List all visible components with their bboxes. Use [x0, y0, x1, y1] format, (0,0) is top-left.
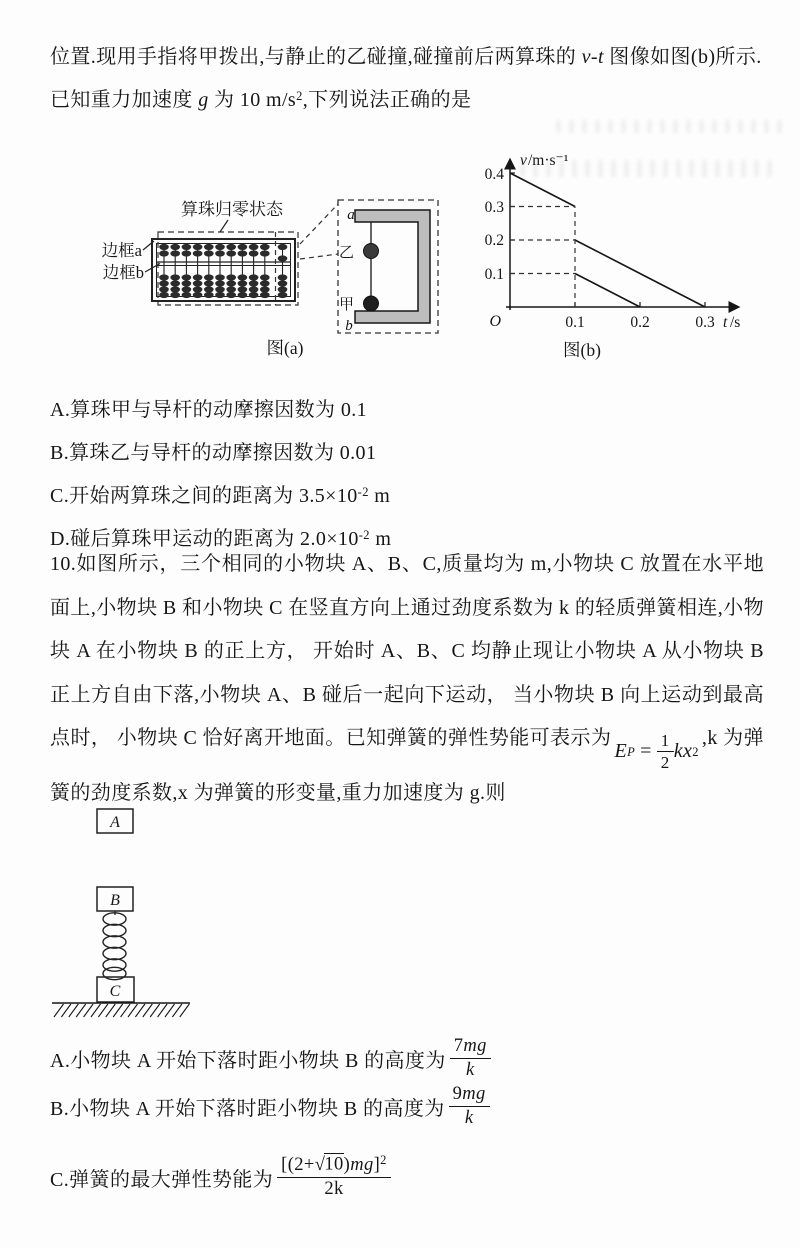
series-yi-after-collision: [575, 240, 705, 307]
series-jia-before-collision: [510, 173, 575, 207]
option-fraction: [450, 1036, 491, 1080]
zero-state-label: 算珠归零状态: [181, 200, 283, 219]
hatch-stroke: [172, 1004, 182, 1017]
spring-coil: [103, 913, 126, 980]
abacus-upper-bead: [278, 244, 288, 250]
abacus-upper-bead: [278, 255, 288, 261]
abacus-rods-and-beads: [159, 244, 287, 299]
hatch-stroke: [98, 1004, 108, 1017]
option-text: C.开始两算珠之间的距离为 3.5×10: [50, 485, 358, 507]
radicand: 10: [324, 1154, 344, 1175]
spring-loop: [103, 936, 126, 948]
option-text: A.小物块 A 开始下落时距小物块 B 的高度为: [50, 1049, 446, 1072]
option-10c: [50, 1146, 391, 1208]
block-c-label: C: [109, 983, 121, 1000]
intro-line1-post: 图像如图(b)所示.: [603, 46, 762, 68]
num-var: mg: [462, 1083, 486, 1104]
formula-equals: =: [640, 740, 652, 762]
fraction-denominator: 2: [660, 753, 670, 772]
abacus-upper-bead: [159, 244, 169, 250]
abacus-upper-bead: [238, 244, 248, 250]
abacus-lower-bead: [215, 292, 225, 298]
abacus-upper-bead: [193, 250, 203, 256]
abacus-lower-bead: [215, 280, 225, 286]
y-tick-label: 0.1: [484, 266, 504, 283]
question-9-intro: [50, 36, 766, 122]
abacus-lower-bead: [159, 274, 169, 280]
abacus-lower-bead: [238, 280, 248, 286]
hatch-stroke: [165, 1004, 175, 1017]
option-9a: [50, 389, 391, 432]
option-10a: [50, 1032, 491, 1084]
num-bracket: ]: [373, 1154, 381, 1175]
g-symbol: g: [198, 89, 209, 111]
abacus-lower-bead: [182, 280, 192, 286]
abacus-lower-bead: [278, 286, 288, 292]
formula-E: E: [614, 740, 628, 762]
abacus-upper-bead: [249, 250, 259, 256]
intro-line-2: [50, 79, 766, 122]
abacus-upper-bead: [159, 250, 169, 256]
radical-sign: √: [314, 1154, 326, 1175]
abacus-lower-bead: [159, 286, 169, 292]
fraction-numerator: [450, 1036, 491, 1059]
fraction-numerator: [277, 1152, 391, 1178]
plot-lines: [510, 173, 705, 307]
num-open: [(2+: [281, 1154, 315, 1175]
abacus-lower-bead: [215, 286, 225, 292]
abacus-upper-bead: [260, 244, 270, 250]
option-9c: [50, 475, 391, 518]
option-text: B.算珠乙与导杆的动摩擦因数为 0.01: [50, 442, 377, 464]
question-9-options: [50, 389, 391, 561]
abacus-lower-bead: [215, 274, 225, 280]
abacus-lower-bead: [182, 286, 192, 292]
hatch-stroke: [106, 1004, 116, 1017]
hatch-stroke: [121, 1004, 131, 1017]
abacus-upper-bead: [238, 250, 248, 256]
abacus-lower-bead: [193, 274, 203, 280]
abacus-lower-bead: [260, 292, 270, 298]
y-tick-label: 0.2: [484, 232, 504, 249]
hatch-stroke: [150, 1004, 160, 1017]
abacus-lower-bead: [226, 286, 236, 292]
x-axis-label-var: t: [723, 314, 728, 331]
intro-line1-pre: 位置.现用手指将甲拨出,与静止的乙碰撞,碰撞前后两算珠的: [50, 46, 582, 68]
hatch-stroke: [84, 1004, 94, 1017]
abacus-lower-bead: [159, 280, 169, 286]
spring-loop: [103, 947, 126, 959]
abacus-lower-bead: [226, 292, 236, 298]
option-text: B.小物块 A 开始下落时距小物块 B 的高度为: [50, 1097, 445, 1120]
spring-loop: [103, 924, 126, 936]
num-coef: 7: [453, 1035, 464, 1056]
fraction-denominator: k: [465, 1059, 475, 1080]
abacus-lower-bead: [170, 286, 180, 292]
hatch-stroke: [158, 1004, 168, 1017]
q10-text-after: ,k 为弹簧的劲度系数,x 为弹簧的形变量,重力加速度为 g.则: [50, 727, 764, 805]
abacus-lower-bead: [204, 286, 214, 292]
fraction-numerator: [449, 1084, 490, 1107]
vt-symbol: v-t: [581, 46, 604, 68]
squared-sup: 2: [296, 89, 303, 103]
abacus-upper-bead: [226, 250, 236, 256]
fraction-denominator: k: [464, 1107, 474, 1128]
abacus-lower-bead: [170, 280, 180, 286]
question-9-figures: [80, 140, 760, 375]
abacus-lower-bead: [260, 286, 270, 292]
figure-b-caption: 图(b): [563, 340, 601, 360]
x-tick-label: 0.1: [565, 314, 585, 331]
magnify-fan-line-top: [300, 204, 338, 244]
abacus-upper-bead: [170, 250, 180, 256]
hatch-stroke: [128, 1004, 138, 1017]
fraction-denominator: 2k: [324, 1178, 344, 1199]
option-text: m: [368, 485, 391, 507]
abacus-figure: [102, 200, 304, 358]
bead-jia-label: 甲: [338, 297, 354, 313]
hatch-stroke: [113, 1004, 123, 1017]
vt-graph: [485, 152, 741, 360]
abacus-lower-bead: [193, 280, 203, 286]
abacus-lower-bead: [226, 274, 236, 280]
abacus-lower-bead: [182, 274, 192, 280]
y-tick-label: 0.3: [484, 199, 504, 216]
abacus-upper-bead: [249, 244, 259, 250]
option-text: A.算珠甲与导杆的动摩擦因数为 0.1: [50, 399, 368, 421]
x-axis-label-unit: /s: [730, 314, 741, 331]
ground-hatching: [54, 1004, 189, 1017]
bead-yi-label: 乙: [338, 245, 354, 261]
y-tick-label: 0.4: [484, 166, 504, 183]
abacus-lower-bead: [249, 292, 259, 298]
abacus-upper-bead: [204, 244, 214, 250]
abacus-lower-bead: [193, 286, 203, 292]
abacus-upper-bead: [170, 244, 180, 250]
formula-fraction: [657, 731, 674, 772]
intro-line2-p3: ,下列说法正确的是: [302, 89, 472, 111]
abacus-lower-bead: [170, 274, 180, 280]
hatch-stroke: [54, 1004, 64, 1017]
hatch-stroke: [91, 1004, 101, 1017]
option-text: C.弹簧的最大弹性势能为: [50, 1168, 274, 1191]
abacus-lower-bead: [260, 280, 270, 286]
abacus-upper-bead: [215, 244, 225, 250]
origin-label: O: [489, 313, 501, 330]
num-var: mg: [463, 1035, 487, 1056]
abacus-lower-bead: [260, 274, 270, 280]
option-sup: -2: [357, 485, 369, 499]
hatch-stroke: [143, 1004, 153, 1017]
abacus-upper-bead: [215, 250, 225, 256]
q10-text-before: 10.如图所示，三个相同的小物块 A、B、C,质量均为 m,小物块 C 放置在水平地面上,小物块 B 和小物块 C 在竖直方向上通过劲度系数为 k 的轻质弹簧相连,小物块 A 在小物块 B 的正上方， 开始时 A、B、C 均静止现让小物块 A 从小物块 B 正上方自由下落,小物块 A、B 碰后一起向下运动， 当小物块 B 向上运动到最高点时， 小物块 C 恰好离开地面。已知弹簧的弹性势能可表示为: [50, 553, 764, 749]
num-paren: ): [343, 1154, 351, 1175]
magnify-fan-line-bottom: [300, 254, 338, 259]
abacus-upper-bead: [182, 244, 192, 250]
option-fraction: [277, 1152, 391, 1199]
abacus-upper-bead: [182, 250, 192, 256]
option-10b: [50, 1080, 490, 1132]
block-a-label: A: [110, 814, 120, 831]
bead-jia: [364, 296, 379, 311]
block-b-label: B: [110, 892, 120, 909]
num-sup: 2: [380, 1152, 387, 1167]
option-fraction: [449, 1084, 490, 1128]
question-10-figure: [45, 800, 245, 1035]
abacus-lower-bead: [238, 274, 248, 280]
frame-a-label: 边框a: [101, 241, 142, 260]
abacus-upper-bead: [260, 250, 270, 256]
option-text: m: [369, 528, 392, 550]
x-tick-label: 0.3: [695, 314, 715, 331]
zero-state-leader-line: [220, 220, 228, 232]
abacus-lower-bead: [238, 292, 248, 298]
abacus-lower-bead: [182, 292, 192, 298]
question-10-text: [50, 543, 764, 816]
spring-loop: [103, 967, 126, 979]
bead-yi: [364, 244, 379, 259]
hatch-stroke: [135, 1004, 145, 1017]
abacus-lower-bead: [278, 280, 288, 286]
abacus-lower-bead: [193, 292, 203, 298]
abacus-lower-bead: [249, 286, 259, 292]
intro-line2-p2: 为 10 m/s: [208, 89, 297, 111]
fraction-numerator: 1: [657, 731, 674, 752]
option-sup: -2: [358, 528, 370, 542]
abacus-lower-bead: [249, 274, 259, 280]
hatch-stroke: [76, 1004, 86, 1017]
abacus-upper-bead: [226, 244, 236, 250]
hatch-stroke: [69, 1004, 79, 1017]
detail-label-a: a: [347, 207, 355, 223]
abacus-lower-bead: [226, 280, 236, 286]
abacus-lower-bead: [238, 286, 248, 292]
bead-detail-figure: [338, 200, 438, 334]
x-tick-label: 0.2: [630, 314, 650, 331]
abacus-lower-bead: [204, 274, 214, 280]
y-axis-label-var: v: [520, 152, 527, 169]
option-9b: [50, 432, 391, 475]
abacus-lower-bead: [170, 292, 180, 298]
num-var: mg: [350, 1154, 374, 1175]
abacus-upper-bead: [204, 250, 214, 256]
intro-line-1: [50, 36, 766, 79]
y-axis-label-unit: /m·s⁻¹: [528, 152, 569, 169]
abacus-upper-bead: [193, 244, 203, 250]
num-coef: 9: [452, 1083, 463, 1104]
formula-kx: kx: [673, 740, 693, 762]
series-jia-after-collision: [575, 274, 640, 308]
abacus-lower-bead: [204, 292, 214, 298]
hatch-stroke: [61, 1004, 71, 1017]
abacus-lower-bead: [159, 292, 169, 298]
detail-label-b: b: [345, 318, 353, 334]
spring-energy-formula: E P = $\frac{1}{2}$ kx 2: [614, 730, 699, 772]
option-text: D.碰后算珠甲运动的距离为 2.0×10: [50, 528, 359, 550]
abacus-lower-bead: [249, 280, 259, 286]
abacus-lower-bead: [278, 292, 288, 298]
figure-a-caption: 图(a): [266, 338, 304, 358]
abacus-lower-bead: [204, 280, 214, 286]
intro-line2-p1: 已知重力加速度: [50, 89, 199, 111]
abacus-lower-bead: [278, 274, 288, 280]
frame-b-label: 边框b: [102, 263, 144, 282]
hatch-stroke: [180, 1004, 190, 1017]
